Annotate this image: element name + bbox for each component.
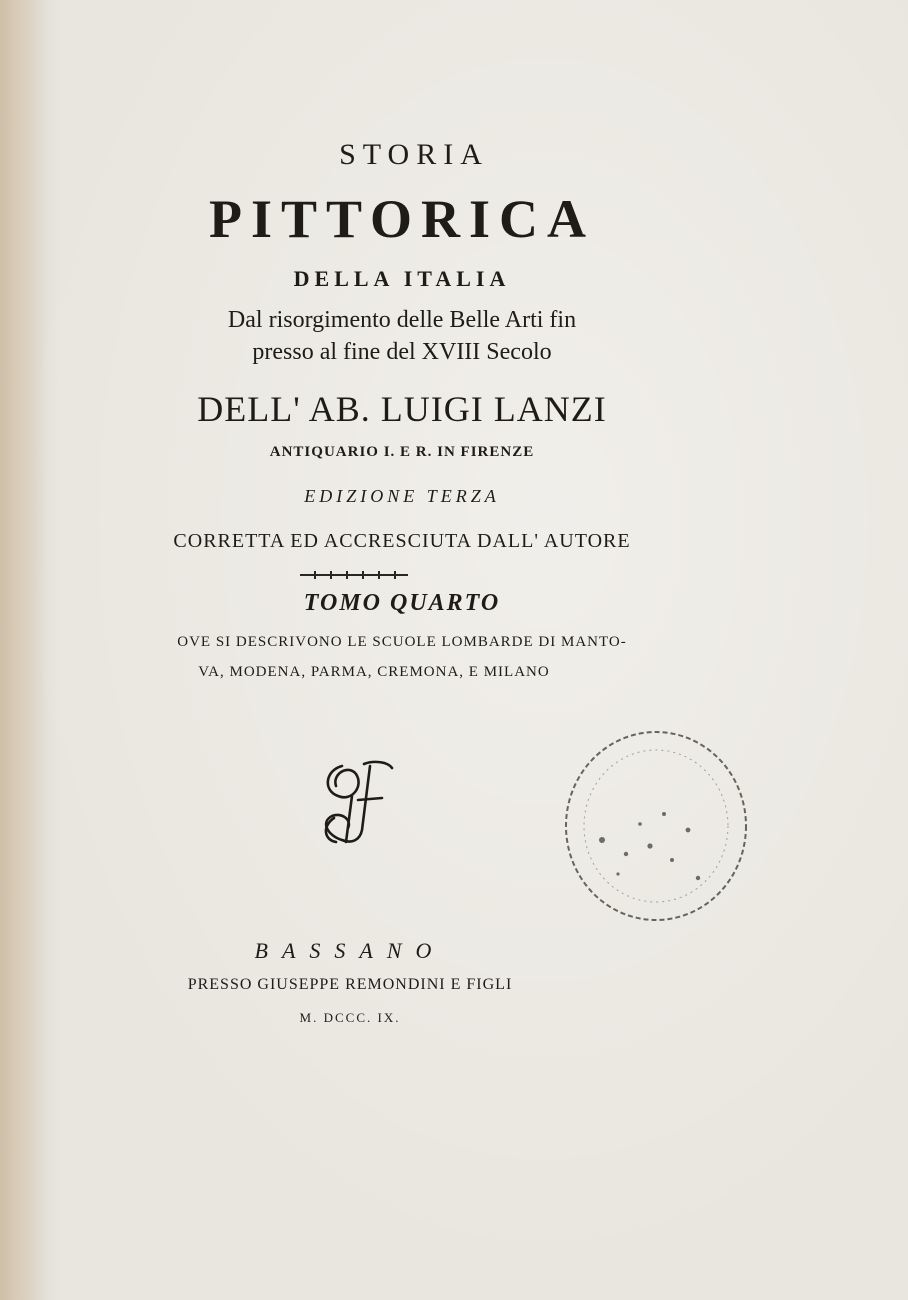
publication-year: M. DCCC. IX. — [299, 1010, 401, 1025]
author-name: DELL' AB. LUIGI LANZI — [197, 389, 607, 429]
volume-number: TOMO QUARTO — [303, 590, 501, 616]
library-stamp-icon — [560, 728, 752, 924]
volume-description-line-2: VA, MODENA, PARMA, CREMONA, E MILANO — [198, 664, 550, 680]
subtitle-line-1: Dal risorgimento delle Belle Arti fin — [227, 307, 577, 333]
title-storia: STORIA — [339, 138, 489, 171]
place-of-publication: BASSANO — [254, 938, 446, 963]
edition: EDIZIONE TERZA — [304, 486, 500, 506]
title-pittorica: PITTORICA — [208, 189, 596, 249]
author-title: ANTIQUARIO I. E R. IN FIRENZE — [269, 444, 535, 460]
title-della-italia: DELLA ITALIA — [293, 266, 511, 291]
printer-monogram-icon — [312, 756, 398, 848]
subtitle-line-2: presso al fine del XVIII Secolo — [252, 339, 552, 365]
publisher: PRESSO GIUSEPPE REMONDINI E FIGLI — [187, 976, 513, 993]
ornamental-rule — [300, 574, 408, 576]
edition-note: CORRETTA ED ACCRESCIUTA DALL' AUTORE — [173, 530, 631, 552]
volume-description-line-1: OVE SI DESCRIVONO LE SCUOLE LOMBARDE DI MANTO- — [177, 634, 627, 650]
